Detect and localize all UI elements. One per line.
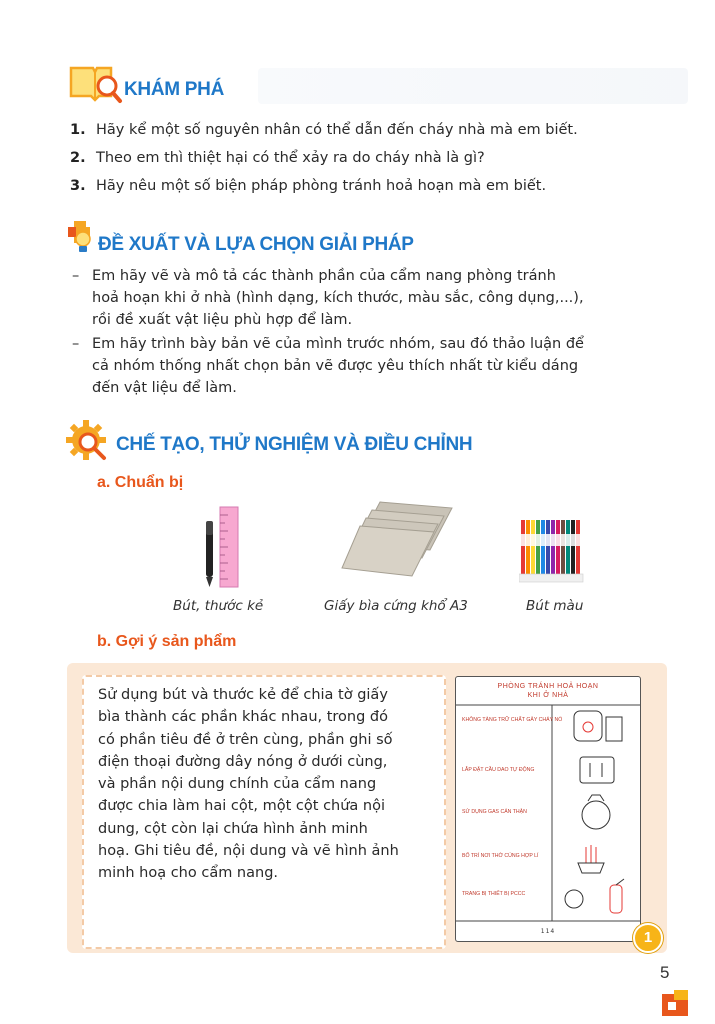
handbook-item: LẮP ĐẶT CẦU DAO TỰ ĐỘNG <box>462 767 535 773</box>
caption-pen-ruler: Bút, thước kẻ <box>173 598 264 614</box>
question-text: Theo em thì thiệt hại có thể xảy ra do cháy nhà là gì? <box>96 150 485 166</box>
bullet-line: cả nhóm thống nhất chọn bản vẽ được yêu thích nhất từ kiểu dáng <box>92 358 579 374</box>
question-text: Hãy nêu một số biện pháp phòng tránh hoả hoạn mà em biết. <box>96 178 547 194</box>
handbook-title-line-2: KHI Ở NHÀ <box>527 692 569 699</box>
bullet-1 <box>72 265 667 331</box>
handbook-sketch <box>455 676 641 942</box>
suggestion-line: dung, cột còn lại chứa hình ảnh minh <box>98 820 368 837</box>
figure-number-badge: 1 <box>633 923 663 953</box>
bullet-line: hoả hoạn khi ở nhà (hình dạng, kích thước, màu sắc, công dụng,...), <box>92 290 584 306</box>
handbook-item: TRANG BỊ THIẾT BỊ PCCC <box>462 891 526 897</box>
question-text: Hãy kể một số nguyên nhân có thể dẫn đến cháy nhà mà em biết. <box>96 122 578 138</box>
handbook-item: SỬ DỤNG GAS CẨN THẬN <box>462 809 527 815</box>
caption-cardboard: Giấy bìa cứng khổ A3 <box>324 598 468 614</box>
suggestion-line: có phần tiêu đề ở trên cùng, phần ghi số <box>98 731 393 748</box>
dash: – <box>72 336 80 352</box>
bullet-line: rồi đề xuất vật liệu phù hợp để làm. <box>92 312 353 328</box>
suggestion-line: và phần nội dung chính của cẩm nang <box>98 776 377 793</box>
bullet-line: đến vật liệu để làm. <box>92 380 237 396</box>
question-number: 3. <box>70 178 86 194</box>
corner-mark-icon <box>662 990 692 1016</box>
cardboard-stack-icon <box>340 500 460 584</box>
page-number: 5 <box>660 963 670 982</box>
handbook-item: KHÔNG TÀNG TRỮ CHẤT GÂY CHÁY NỔ <box>462 717 563 723</box>
question-1 <box>70 122 578 138</box>
build-title: CHẾ TẠO, THỬ NGHIỆM VÀ ĐIỀU CHỈNH <box>116 434 473 455</box>
suggestion-line: được chia làm hai cột, một cột chứa nội <box>98 798 386 815</box>
question-number: 1. <box>70 122 86 138</box>
handbook-item: BỐ TRÍ NƠI THỜ CÚNG HỢP LÍ <box>462 853 539 859</box>
lightbulb-puzzle-icon <box>66 217 98 257</box>
handbook-title-line-1: PHÒNG TRÁNH HOẢ HOẠN <box>497 683 599 690</box>
suggestion-line: bìa thành các phần khác nhau, trong đó <box>98 709 388 726</box>
prepare-title: a. Chuẩn bị <box>97 474 184 491</box>
dash: – <box>72 268 80 284</box>
gear-magnifier-icon <box>64 418 112 466</box>
book-magnifier-icon <box>67 60 123 104</box>
bullet-line: Em hãy trình bày bản vẽ của mình trước nhóm, sau đó thảo luận để <box>92 336 584 352</box>
suggestion-line: Sử dụng bút và thước kẻ để chia tờ giấy <box>98 687 388 703</box>
question-2 <box>70 150 485 166</box>
handbook-hotline: 114 <box>540 928 556 935</box>
suggestion-line: hoạ. Ghi tiêu đề, nội dung và vẽ hình ảnh <box>98 843 399 860</box>
propose-title: ĐỀ XUẤT VÀ LỰA CHỌN GIẢI PHÁP <box>98 234 414 255</box>
suggestion-line: minh hoạ cho cẩm nang. <box>98 865 279 882</box>
question-number: 2. <box>70 150 86 166</box>
caption-markers: Bút màu <box>526 598 584 614</box>
question-3 <box>70 178 546 194</box>
bullet-line: Em hãy vẽ và mô tả các thành phần của cẩm nang phòng tránh <box>92 268 556 284</box>
suggestion-text <box>98 684 433 885</box>
color-markers-icon <box>519 516 585 584</box>
explore-title: KHÁM PHÁ <box>124 79 224 100</box>
suggest-title: b. Gợi ý sản phẩm <box>97 633 237 650</box>
pen-ruler-icon <box>198 505 244 591</box>
bullet-2 <box>72 333 667 399</box>
background-watermark <box>258 68 688 104</box>
suggestion-line: điện thoại đường dây nóng ở dưới cùng, <box>98 753 388 770</box>
